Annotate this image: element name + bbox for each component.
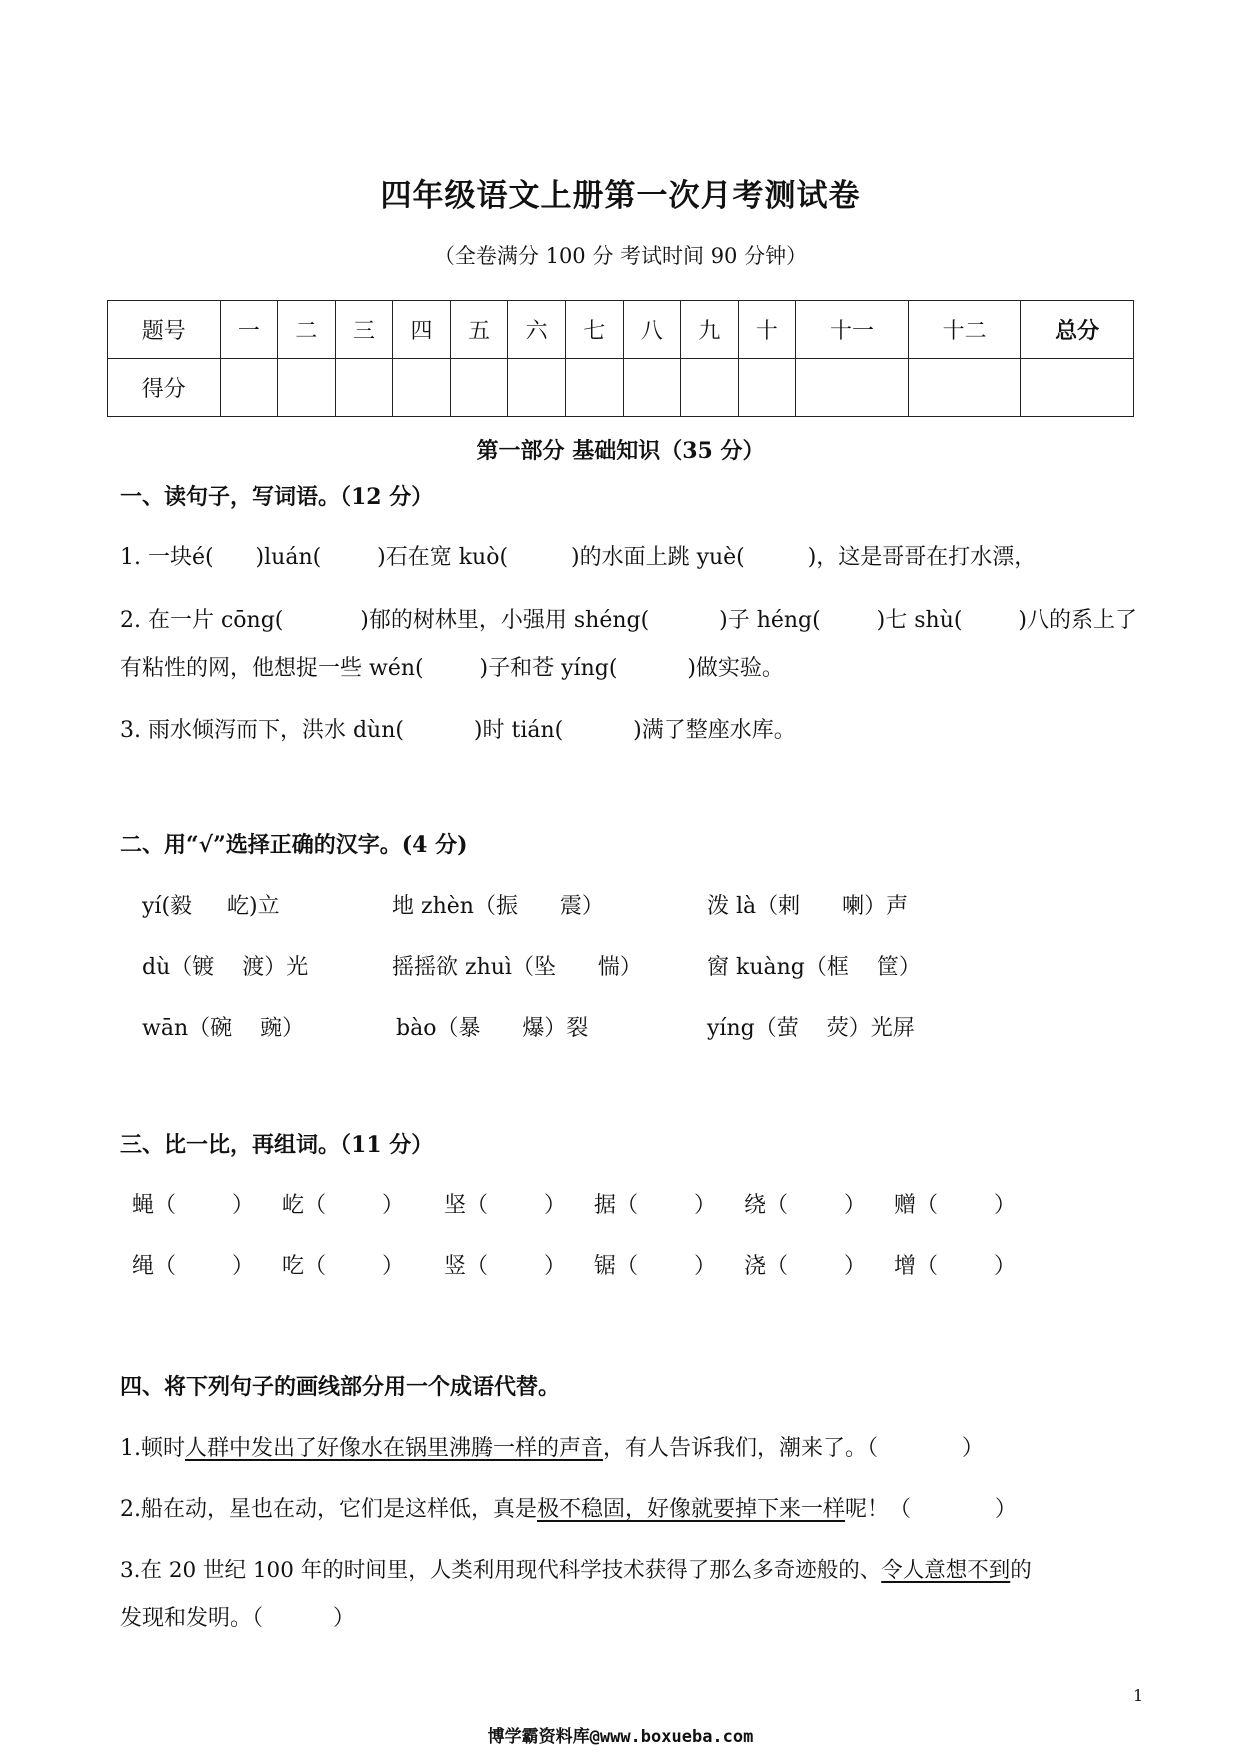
q4-s1-text: ，有人告诉我们，潮来了。（ ） bbox=[603, 1436, 984, 1461]
q2-item: yí(毅 屹)立 bbox=[142, 894, 280, 919]
score-table-cell: 一 bbox=[220, 301, 278, 359]
score-entry-cell[interactable] bbox=[565, 359, 623, 417]
score-entry-cell[interactable] bbox=[1021, 359, 1134, 417]
score-table-score-row bbox=[108, 359, 1134, 417]
q3-item: 增（ ） bbox=[894, 1254, 1016, 1279]
score-table bbox=[107, 300, 1134, 417]
q3-item: 坚（ ） bbox=[444, 1193, 566, 1218]
score-entry-cell[interactable] bbox=[681, 359, 739, 417]
q3-item: 浇（ ） bbox=[744, 1254, 866, 1279]
q4-s1-text: 1.顿时 bbox=[120, 1436, 185, 1461]
q4-sentence-3-cont: 发现和发明。（ ） bbox=[120, 1606, 355, 1631]
score-entry-cell[interactable] bbox=[220, 359, 278, 417]
q4-s2-underlined: 极不稳固，好像就要掉下来一样 bbox=[537, 1497, 846, 1522]
score-entry-cell[interactable] bbox=[738, 359, 796, 417]
q4-s3-text: 的 bbox=[1010, 1558, 1032, 1583]
score-entry-cell[interactable] bbox=[393, 359, 451, 417]
q3-item: 屹（ ） bbox=[282, 1193, 404, 1218]
q4-s2-text: 2.船在动，星也在动，它们是这样低，真是 bbox=[120, 1497, 537, 1522]
part1-heading: 第一部分 基础知识（35 分） bbox=[476, 438, 765, 464]
q3-item: 绕（ ） bbox=[744, 1193, 866, 1218]
score-table-cell: 九 bbox=[681, 301, 739, 359]
score-entry-cell[interactable] bbox=[796, 359, 909, 417]
q4-heading: 四、将下列句子的画线部分用一个成语代替。 bbox=[120, 1374, 561, 1400]
q3-item: 蝇（ ） bbox=[132, 1193, 254, 1218]
q2-item: 地 zhèn（振 震） bbox=[392, 894, 604, 919]
q3-item: 赠（ ） bbox=[894, 1193, 1016, 1218]
q4-s3-text: 3.在 20 世纪 100 年的时间里，人类利用现代科学技术获得了那么多奇迹般的、 bbox=[120, 1558, 882, 1583]
q1-line-3: 有粘性的网，他想捉一些 wén( )子和苍 yíng( )做实验。 bbox=[120, 656, 784, 681]
q1-heading: 一、读句子，写词语。（12 分） bbox=[120, 484, 434, 510]
score-entry-cell[interactable] bbox=[908, 359, 1021, 417]
q1-line-2: 2. 在一片 cōng( )郁的树林里，小强用 shéng( )子 héng( )七 shù( )八的系上了 bbox=[120, 608, 1137, 633]
q4-sentence-3 bbox=[120, 1553, 1032, 1584]
page-number: 1 bbox=[1133, 1686, 1144, 1705]
q3-item: 竖（ ） bbox=[444, 1254, 566, 1279]
score-table-header-row bbox=[108, 301, 1134, 359]
q4-s3-underlined: 令人意想不到 bbox=[881, 1558, 1011, 1583]
score-entry-cell[interactable] bbox=[623, 359, 681, 417]
score-table-cell: 二 bbox=[278, 301, 336, 359]
score-table-cell: 七 bbox=[565, 301, 623, 359]
q3-heading: 三、比一比，再组词。（11 分） bbox=[120, 1132, 434, 1158]
score-entry-cell[interactable] bbox=[335, 359, 393, 417]
q3-item: 绳（ ） bbox=[132, 1254, 254, 1279]
score-table-cell: 题号 bbox=[108, 301, 221, 359]
q2-heading: 二、用“√”选择正确的汉字。(4 分) bbox=[120, 832, 468, 858]
score-table-cell: 十二 bbox=[908, 301, 1021, 359]
score-table-cell: 十 bbox=[738, 301, 796, 359]
q4-sentence-1 bbox=[120, 1431, 984, 1462]
q2-item: bào（暴 爆）裂 bbox=[396, 1016, 589, 1041]
q3-item: 锯（ ） bbox=[594, 1254, 716, 1279]
score-entry-cell[interactable] bbox=[278, 359, 336, 417]
q2-item: 摇摇欲 zhuì（坠 惴） bbox=[392, 955, 642, 980]
q1-line-1: 1. 一块é( )luán( )石在宽 kuò( )的水面上跳 yuè( )，这是哥哥在打水漂， bbox=[120, 545, 1037, 570]
score-table-cell: 四 bbox=[393, 301, 451, 359]
score-entry-cell[interactable] bbox=[508, 359, 566, 417]
score-table-cell: 十一 bbox=[796, 301, 909, 359]
score-table-cell: 八 bbox=[623, 301, 681, 359]
footer-watermark: 博学霸资料库@www.boxueba.com bbox=[487, 1727, 754, 1747]
q2-item: 窗 kuàng（框 筐） bbox=[707, 955, 921, 980]
score-entry-cell[interactable] bbox=[450, 359, 508, 417]
q2-item: wān（碗 豌） bbox=[142, 1016, 305, 1041]
score-table-total-header: 总分 bbox=[1021, 301, 1134, 359]
q2-item: yíng（萤 荧）光屏 bbox=[707, 1016, 915, 1041]
q1-line-4: 3. 雨水倾泻而下，洪水 dùn( )时 tián( )满了整座水库。 bbox=[120, 718, 796, 743]
q4-s2-text: 呢！（ ） bbox=[845, 1497, 1017, 1522]
q4-s1-underlined: 人群中发出了好像水在锅里沸腾一样的声音 bbox=[185, 1436, 604, 1461]
q2-item: 泼 là（剌 喇）声 bbox=[707, 894, 909, 919]
q3-item: 据（ ） bbox=[594, 1193, 716, 1218]
q4-sentence-2 bbox=[120, 1492, 1017, 1523]
q3-item: 吃（ ） bbox=[282, 1254, 404, 1279]
score-table-cell: 三 bbox=[335, 301, 393, 359]
score-table-cell: 五 bbox=[450, 301, 508, 359]
q2-item: dù（镀 渡）光 bbox=[142, 955, 309, 980]
score-table-row-label: 得分 bbox=[108, 359, 221, 417]
score-table-cell: 六 bbox=[508, 301, 566, 359]
exam-subtitle: （全卷满分 100 分 考试时间 90 分钟） bbox=[433, 244, 808, 268]
exam-title: 四年级语文上册第一次月考测试卷 bbox=[380, 178, 861, 214]
